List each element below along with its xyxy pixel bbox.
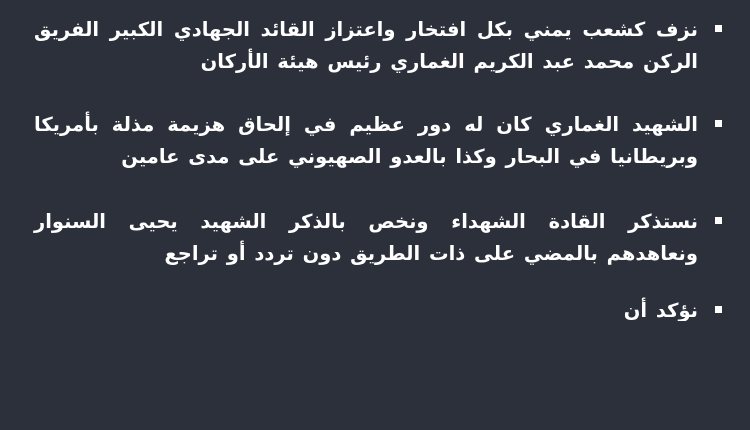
list-item: [26, 206, 724, 269]
square-bullet-icon: [715, 120, 722, 127]
bullet-text: نزف كشعب يمني بكل افتخار واعتزاز القائد الجهادي الكبير الفريق الركن محمد عبد الكريم الغماري رئيس هيئة الأركان: [34, 18, 698, 73]
bullet-text: نستذكر القادة الشهداء ونخص بالذكر الشهيد يحيى السنوار ونعاهدهم بالمضي على ذات الطريق دون تردد أو تراجع: [34, 210, 698, 265]
bullet-text: نؤكد أن: [623, 299, 698, 322]
square-bullet-icon: [715, 217, 722, 224]
bullet-text: الشهيد الغماري كان له دور عظيم في إلحاق هزيمة مذلة بأمريكا وبريطانيا في البحار وكذا بالعدو الصهيوني على مدى عامين: [34, 113, 698, 168]
list-item: [26, 295, 724, 321]
list-item: [26, 109, 724, 172]
square-bullet-icon: [715, 306, 722, 313]
list-item: [26, 14, 724, 77]
square-bullet-icon: [715, 25, 722, 32]
bullet-list: [26, 14, 724, 321]
